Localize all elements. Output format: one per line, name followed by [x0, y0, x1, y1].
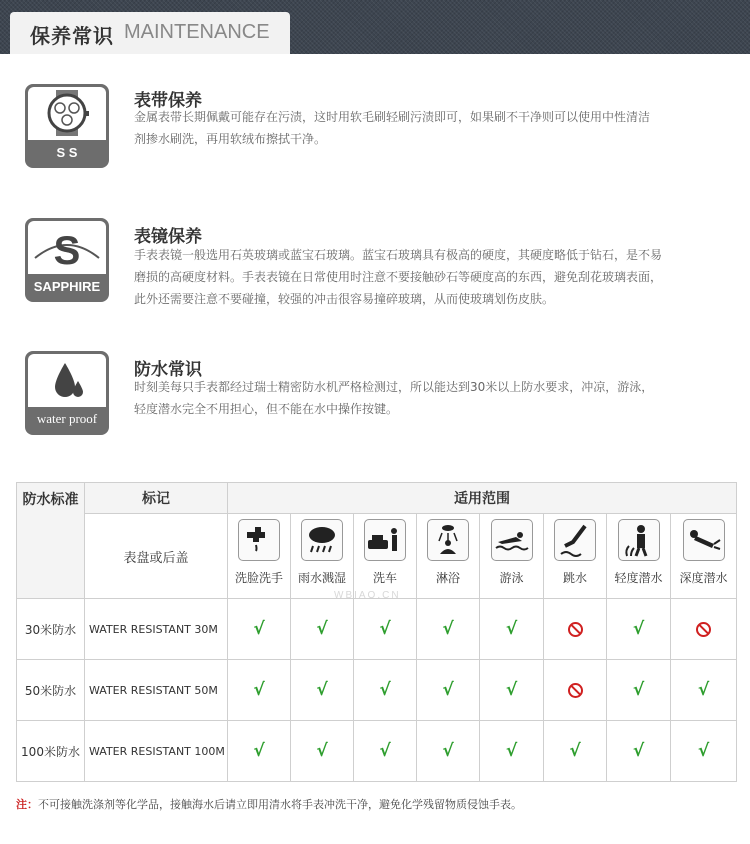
check-icon: √	[632, 680, 645, 700]
status-cell	[607, 721, 671, 782]
status-cell	[480, 660, 544, 721]
header-scope: 适用范围	[228, 483, 737, 514]
status-cell	[417, 599, 480, 660]
body-line: 剂掺水刷洗，再用软绒布擦拭干净。	[134, 132, 327, 146]
body-line: 磨损的高硬度材料。手表表镜在日常使用时注意不要接触砂石等硬度高的东西，避免刮花玻璃表面，	[134, 270, 663, 284]
body-line: 轻度潜水完全不用担心，但不能在水中操作按键。	[134, 402, 399, 416]
status-cell	[417, 721, 480, 782]
section-title-strap: 表带保养	[134, 91, 202, 111]
row-mark: WATER RESISTANT 50M	[85, 660, 228, 721]
scuba-icon	[683, 519, 725, 561]
activity-swimming	[480, 514, 544, 599]
row-standard: 100米防水	[17, 721, 85, 782]
sapphire-badge-label: SAPPHIRE	[33, 279, 101, 294]
check-icon: √	[632, 619, 645, 639]
status-cell	[291, 721, 354, 782]
check-icon: √	[632, 741, 645, 761]
activity-deep-diving	[671, 514, 737, 599]
swimmer-icon	[491, 519, 533, 561]
diver-jump-icon	[554, 519, 596, 561]
check-icon: √	[316, 741, 328, 761]
status-cell	[671, 660, 737, 721]
status-cell	[291, 660, 354, 721]
row-mark: WATER RESISTANT 100M	[85, 721, 228, 782]
table-row	[17, 599, 737, 660]
status-cell	[228, 599, 291, 660]
page-title: 保养常识	[30, 24, 114, 48]
shower-icon	[427, 519, 469, 561]
check-icon: √	[316, 619, 328, 639]
check-icon: √	[697, 741, 710, 761]
activity-label: 轻度潜水	[614, 571, 663, 585]
status-cell	[544, 599, 607, 660]
waterproof-badge-label: water proof	[36, 411, 98, 426]
table-row	[17, 721, 737, 782]
check-icon: √	[442, 619, 454, 639]
check-icon: √	[379, 741, 391, 761]
header-standard: 防水标准	[17, 483, 85, 599]
svg-text:S: S	[53, 229, 81, 272]
check-icon: √	[253, 619, 265, 639]
status-cell	[544, 721, 607, 782]
activity-label: 洗车	[372, 571, 397, 585]
check-icon: √	[379, 619, 391, 639]
status-cell	[480, 721, 544, 782]
footnote	[16, 796, 522, 812]
row-standard: 50米防水	[17, 660, 85, 721]
strap-badge	[25, 84, 109, 168]
prohibited-icon	[696, 622, 711, 637]
status-cell	[228, 721, 291, 782]
prohibited-icon	[568, 622, 583, 637]
rain-cloud-icon	[301, 519, 343, 561]
section-body-strap	[134, 106, 650, 150]
status-cell	[480, 599, 544, 660]
body-line: 手表表镜一般选用石英玻璃或蓝宝石玻璃。蓝宝石玻璃具有极高的硬度，其硬度略低于钻石，是不易	[134, 248, 663, 262]
status-cell	[671, 721, 737, 782]
section-title-crystal: 表镜保养	[134, 227, 202, 247]
check-icon: √	[442, 741, 454, 761]
faucet-icon	[238, 519, 280, 561]
footnote-label: 注：	[16, 798, 38, 811]
strap-badge-label: S S	[56, 145, 78, 160]
table-row	[17, 660, 737, 721]
car-wash-icon	[364, 519, 406, 561]
activity-light-diving	[607, 514, 671, 599]
watermark: WBIAO.CN	[334, 590, 401, 601]
snorkel-icon	[618, 519, 660, 561]
prohibited-icon	[568, 683, 583, 698]
section-body-crystal	[134, 244, 662, 310]
activity-label: 跳水	[562, 571, 587, 585]
status-cell	[354, 599, 417, 660]
check-icon: √	[442, 680, 454, 700]
footnote-text: 不可接触洗涤剂等化学品，接触海水后请立即用清水将手表冲洗干净，避免化学残留物质侵蚀手表。	[38, 798, 522, 811]
sapphire-s-icon	[31, 224, 103, 272]
body-line: 此外还需要注意不要碰撞，较强的冲击很容易撞碎玻璃，从而使玻璃划伤皮肤。	[134, 292, 555, 306]
page-title-en: MAINTENANCE	[124, 21, 270, 43]
status-cell	[228, 660, 291, 721]
activity-label: 洗脸洗手	[234, 571, 283, 585]
waterproof-badge	[25, 351, 109, 435]
status-cell	[671, 599, 737, 660]
check-icon: √	[316, 680, 328, 700]
check-icon: √	[697, 680, 710, 700]
activity-face-wash	[228, 514, 291, 599]
activity-label: 淋浴	[435, 571, 460, 585]
check-icon: √	[505, 741, 518, 761]
check-icon: √	[569, 741, 581, 761]
check-icon: √	[379, 680, 391, 700]
body-line: 时刻美每只手表都经过瑞士精密防水机严格检测过，所以能达到30米以上防水要求，冲凉，游泳，	[134, 380, 654, 394]
status-cell	[544, 660, 607, 721]
status-cell	[607, 660, 671, 721]
activity-label: 雨水溅湿	[297, 571, 346, 585]
watch-icon	[40, 90, 94, 136]
activity-car-wash	[354, 514, 417, 599]
check-icon: √	[505, 680, 518, 700]
status-cell	[354, 721, 417, 782]
body-line: 金属表带长期佩戴可能存在污渍，这时用软毛刷轻刷污渍即可，如果刷不干净则可以使用中性清洁	[134, 110, 651, 124]
row-standard: 30米防水	[17, 599, 85, 660]
header-mark: 标记	[85, 483, 228, 514]
activity-label: 游泳	[499, 571, 524, 585]
waterproof-table	[16, 482, 737, 782]
activity-rain	[291, 514, 354, 599]
check-icon: √	[253, 741, 265, 761]
activity-shower	[417, 514, 480, 599]
status-cell	[354, 660, 417, 721]
water-drop-icon	[51, 357, 85, 405]
activity-label: 深度潜水	[679, 571, 728, 585]
activity-diving	[544, 514, 607, 599]
check-icon: √	[505, 619, 518, 639]
status-cell	[291, 599, 354, 660]
sapphire-badge	[25, 218, 109, 302]
section-body-waterproof	[134, 376, 653, 420]
check-icon: √	[253, 680, 265, 700]
mark-subheader: 表盘或后盖	[85, 514, 228, 599]
row-mark: WATER RESISTANT 30M	[85, 599, 228, 660]
status-cell	[607, 599, 671, 660]
section-title-waterproof: 防水常识	[134, 360, 202, 380]
status-cell	[417, 660, 480, 721]
